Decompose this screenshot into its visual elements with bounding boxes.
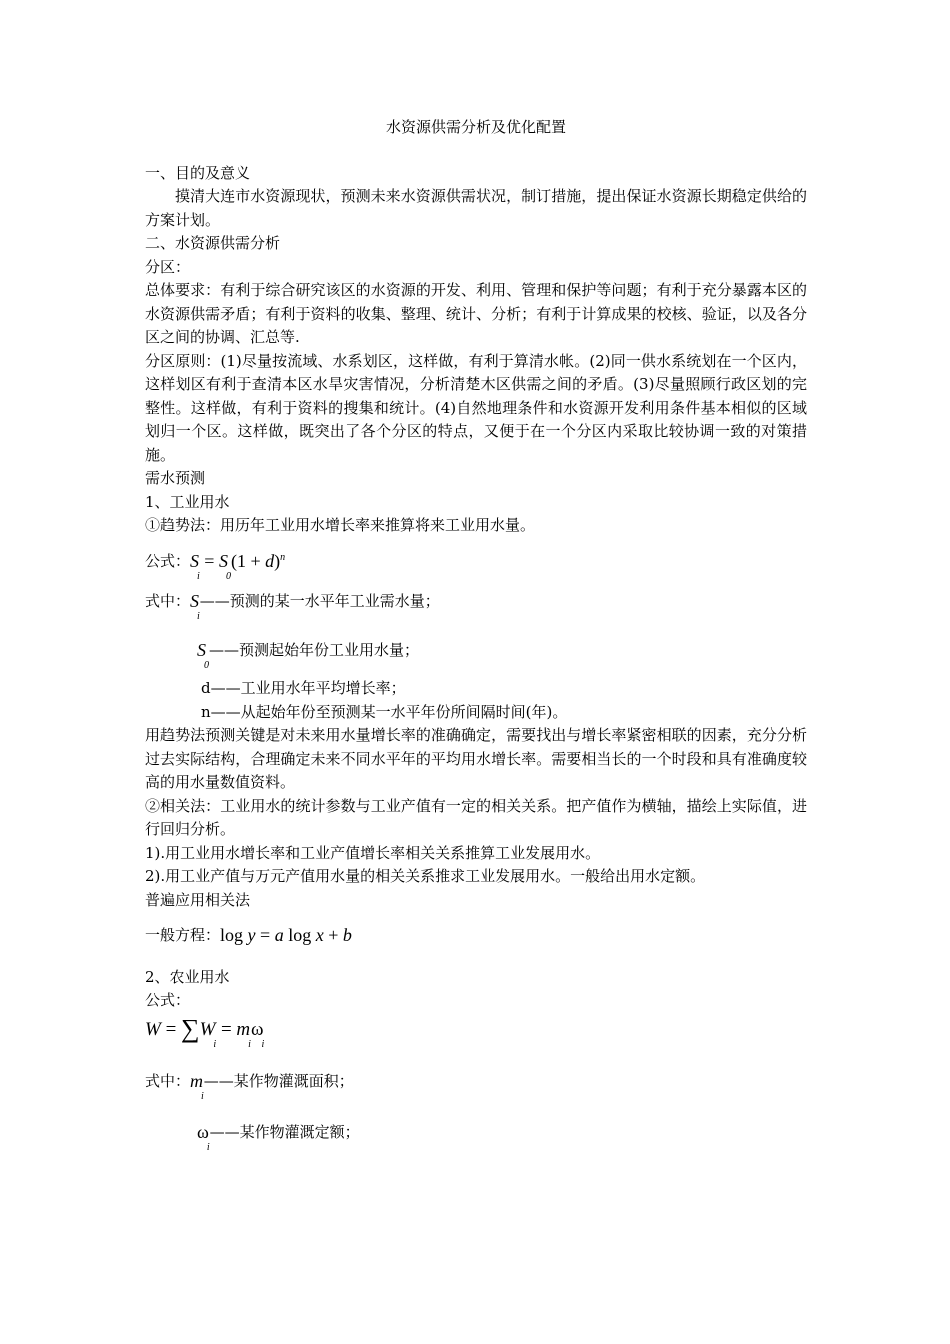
- paragraph-zoning-principles: 分区原则：(1)尽量按流域、水系划区，这样做，有利于算清水帐。(2)同一供水系统划在一个区内，这样划区有利于查清本区水旱灾害情况，分析清楚木区供需之间的矛盾。(3)尽量照顾行政区划的完整性。这样做，有利于资料的搜集和统计。(4)自然地理条件和水资源开发利用条件基本相似的区域划归一个区。这样做，既突出了各个分区的特点，又便于在一个分区内采取比较协调一致的对策措施。: [145, 351, 807, 464]
- section-heading-purpose: 一、目的及意义: [145, 163, 251, 182]
- paragraph-trend-note: 用趋势法预测关键是对未来用水量增长率的准确确定，需要找出与增长率紧密相联的因素，充分分析过去实际结构，合理确定未来不同水平年的平均用水增长率。需要相当长的一个时段和具有准确度较高的用水量数值资料。: [145, 726, 807, 791]
- formula-agriculture: [145, 1013, 807, 1050]
- definition-n: n——从起始年份至预测某一水平年份所间隔时间(年)。: [201, 702, 568, 721]
- definition-wi: [197, 1121, 807, 1153]
- agri-where-label: 式中：: [145, 1072, 191, 1090]
- document-title: 水资源供需分析及优化配置: [385, 118, 566, 136]
- where-label: 式中：: [145, 592, 191, 610]
- equation-agriculture: $W = \sum W_i = m_i\omega_i$: [145, 1013, 265, 1050]
- formula-trend: [145, 550, 807, 582]
- formula-label: 公式：: [145, 551, 191, 570]
- symbol-s0: $S_0$: [197, 639, 209, 671]
- subheading-demand-forecast: 需水预测: [145, 469, 206, 487]
- section-heading-analysis: 二、水资源供需分析: [145, 234, 281, 252]
- subheading-agricultural-water: 2、农业用水: [145, 967, 230, 986]
- formula-general: [145, 924, 807, 948]
- definition-si-text: ——预测的某一水平年工业需水量；: [199, 592, 440, 610]
- paragraph-correlation-method: ②相关法：工业用水的统计参数与工业产值有一定的相关关系。把产值作为横轴，描绘上实际值，进行回归分析。: [145, 796, 807, 838]
- correlation-common: 普遍应用相关法: [145, 890, 251, 909]
- definition-wi-text: ——某作物灌溉定额；: [209, 1122, 360, 1141]
- definition-mi-text: ——某作物灌溉面积；: [203, 1072, 354, 1090]
- zoning-label: 分区：: [145, 257, 191, 276]
- definition-s0: [197, 639, 807, 671]
- symbol-mi: $m_i$: [190, 1071, 204, 1102]
- subheading-industrial-water: 1、工业用水: [145, 492, 230, 511]
- document-body: [145, 116, 807, 1153]
- symbol-wi: $\omega_i$: [197, 1121, 210, 1153]
- symbol-si: $S_i$: [190, 591, 200, 622]
- definition-mi: [145, 1070, 807, 1102]
- equation-log: log y = a log x + b: [220, 925, 352, 945]
- general-equation-label: 一般方程：: [145, 926, 221, 944]
- correlation-item-2: 2).用工业产值与万元产值用水量的相关关系推求工业发展用水。一般给出用水定额。: [145, 867, 706, 885]
- definition-si: [145, 590, 807, 622]
- paragraph-general-requirements: 总体要求：有利于综合研究该区的水资源的开发、利用、管理和保护等问题；有利于充分暴露本区的水资源供需矛盾；有利于资料的收集、整理、统计、分析；有利于计算成果的校核、验证，以及各分区之间的协调、汇总等.: [145, 281, 807, 346]
- equation-trend: $S_i = S_0(1 + d)^n$: [190, 550, 286, 582]
- definition-d: d——工业用水年平均增长率；: [201, 679, 406, 697]
- correlation-item-1: 1).用工业用水增长率和工业产值增长率相关关系推算工业发展用水。: [145, 843, 601, 862]
- paragraph-trend-method: ①趋势法：用历年工业用水增长率来推算将来工业用水量。: [145, 516, 536, 534]
- definition-s0-text: ——预测起始年份工业用水量；: [209, 640, 420, 659]
- paragraph-purpose: 摸清大连市水资源现状，预测未来水资源供需状况，制订措施，提出保证水资源长期稳定供给的方案计划。: [145, 187, 807, 229]
- agri-formula-label: 公式：: [145, 991, 191, 1009]
